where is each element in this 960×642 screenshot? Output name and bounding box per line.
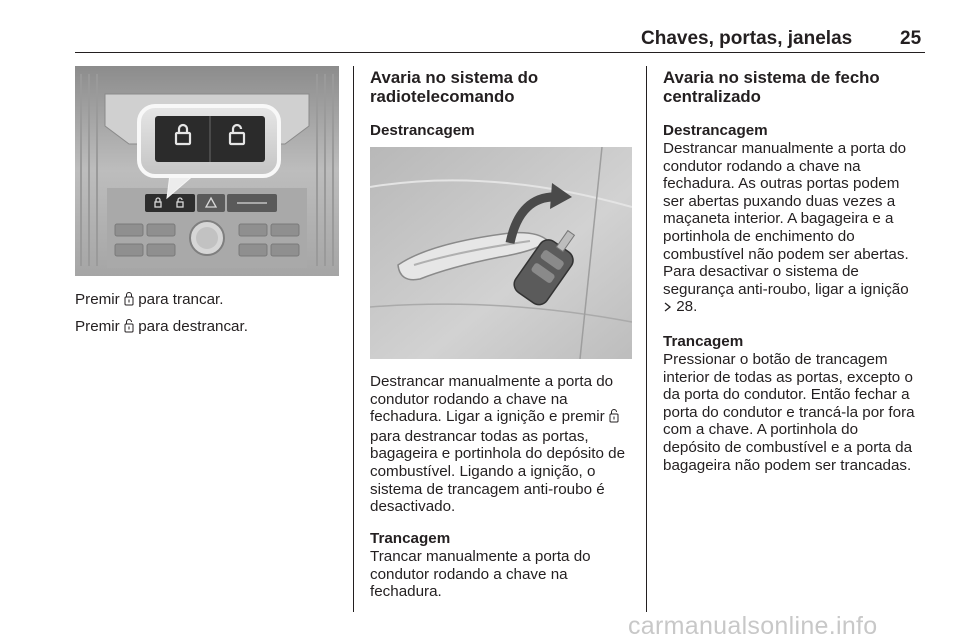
padlock-open-icon: [609, 408, 619, 428]
column-divider-right: [646, 66, 647, 612]
section-title: Chaves, portas, janelas: [641, 28, 853, 49]
central-lock-text: Pressionar o botão de trancagem interior de todas as portas, excepto o da porta do condutor. Então fechar a porta do condutor e trancá-la por fora com a chave. A portinhola do depósito de combustível e a porta da bagageira não podem ser trancadas.: [663, 351, 915, 474]
padlock-open-icon: [124, 318, 134, 338]
column-divider-left: [353, 66, 354, 612]
padlock-closed-icon: [124, 291, 134, 311]
central-unlock-subheading: Destrancagem: [663, 122, 768, 139]
page-reference-arrow-icon[interactable]: [663, 300, 672, 318]
header-rule: [75, 52, 925, 53]
door-handle-key-figure: [370, 147, 632, 359]
page-reference[interactable]: 28.: [676, 298, 698, 316]
remote-lock-subheading: Trancagem: [370, 530, 451, 547]
center-console-figure: [75, 66, 339, 276]
remote-unlock-text: Destrancar manualmente a porta do condutor rodando a chave na fechadura. Ligar a ignição e premir para destrancar todas as portas, bagageira e portinhola do depósito de combustível. Ligando a ignição, o sistema de trancagem anti-roubo é desactivado.: [370, 373, 626, 516]
central-locking-failure-heading: Avaria no sistema de fecho centralizado: [663, 68, 880, 106]
remote-failure-heading: Avaria no sistema do radiotelecomando: [370, 68, 539, 106]
remote-unlock-subheading: Destrancagem: [370, 122, 475, 139]
watermark: carmanualsonline.info: [628, 612, 878, 640]
page-number: 25: [900, 28, 922, 49]
central-unlock-text: Destrancar manualmente a porta do condutor rodando a chave na fechadura. As outras portas podem ser abertas puxando duas vezes a maçaneta interior. A bagageira e a portinhola de enchimento do combustível não podem ser abertas. Para desactivar o sistema de segurança anti-roubo, ligar a ignição 28.: [663, 140, 909, 318]
lock-instruction: Premir para trancar.: [75, 291, 223, 311]
unlock-instruction: Premir para destrancar.: [75, 318, 248, 338]
remote-lock-text: Trancar manualmente a porta do condutor rodando a chave na fechadura.: [370, 548, 591, 601]
central-lock-subheading: Trancagem: [663, 333, 744, 350]
